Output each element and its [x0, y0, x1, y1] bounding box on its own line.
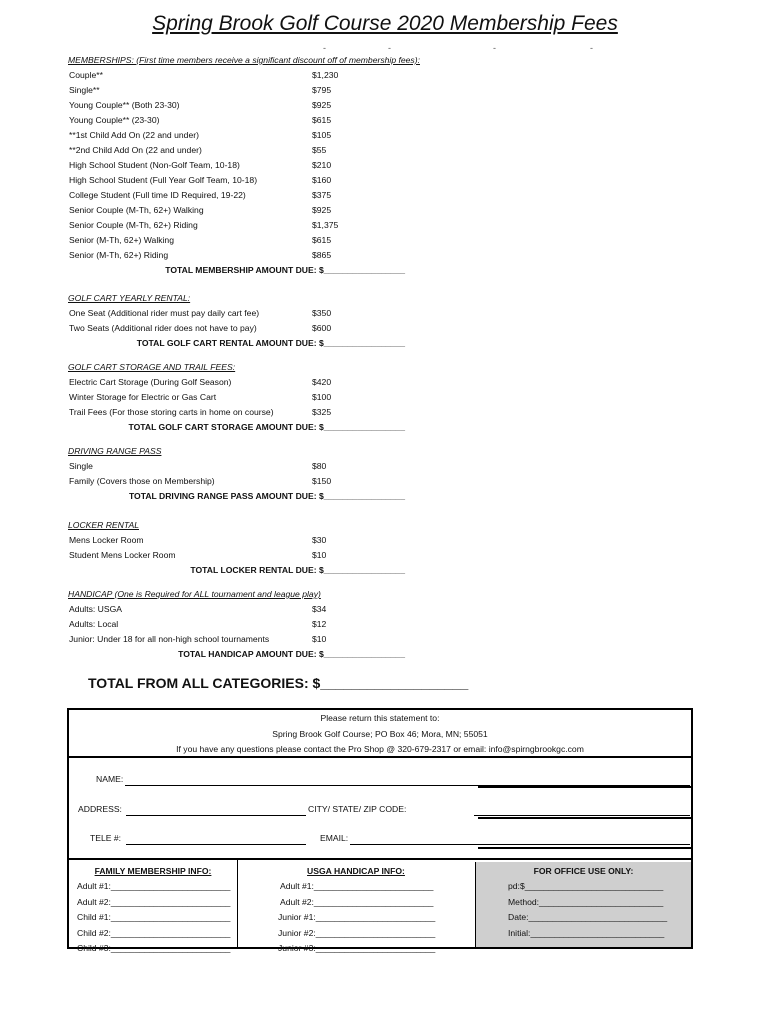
fee-label: College Student (Full time ID Required, 19-22): [69, 190, 246, 200]
telephone-label: TELE #:: [90, 833, 122, 843]
office-field[interactable]: Date:_____________________________: [508, 912, 668, 922]
office-field[interactable]: pd:$_____________________________: [508, 881, 664, 891]
fee-label: Senior (M-Th, 62+) Riding: [69, 250, 169, 260]
fee-row: [68, 617, 428, 632]
cart-storage-total-line[interactable]: TOTAL GOLF CART STORAGE AMOUNT DUE: $_________________: [128, 422, 405, 432]
fee-label: High School Student (Full Year Golf Team, 10-18): [69, 175, 258, 185]
office-field[interactable]: Initial:____________________________: [508, 928, 665, 938]
divider: [478, 786, 691, 788]
fee-row: [68, 548, 428, 563]
office-use-column: [475, 862, 691, 947]
name-label: NAME:: [96, 774, 124, 784]
driving-range-total-line[interactable]: TOTAL DRIVING RANGE PASS AMOUNT DUE: $_________________: [128, 491, 405, 501]
fee-label: Winter Storage for Electric or Gas Cart: [69, 392, 217, 402]
cart-storage-section: [68, 360, 428, 435]
family-member-field[interactable]: Adult #1:_________________________: [77, 881, 231, 891]
fee-label: **1st Child Add On (22 and under): [69, 130, 199, 140]
locker-section: [68, 518, 428, 578]
fee-label: Electric Cart Storage (During Golf Season): [69, 377, 232, 387]
address-field[interactable]: [126, 815, 306, 816]
locker-heading: LOCKER RENTAL: [68, 520, 139, 530]
cart-rental-heading: GOLF CART YEARLY RENTAL:: [68, 293, 191, 303]
fee-row: [68, 602, 428, 617]
family-member-field[interactable]: Adult #2:_________________________: [77, 897, 231, 907]
fee-price: $55: [312, 145, 327, 155]
handicap-total-line[interactable]: TOTAL HANDICAP AMOUNT DUE: $_________________: [178, 649, 405, 659]
office-field[interactable]: Method:__________________________: [508, 897, 664, 907]
fee-label: Two Seats (Additional rider does not have to pay): [69, 323, 257, 333]
divider: [478, 817, 691, 819]
cart-storage-heading: GOLF CART STORAGE AND TRAIL FEES:: [68, 362, 236, 372]
fee-price: $925: [312, 100, 332, 110]
fee-price: $350: [312, 308, 332, 318]
fee-label: High School Student (Non-Golf Team, 10-18): [69, 160, 240, 170]
city-state-zip-label: CITY/ STATE/ ZIP CODE:: [308, 804, 407, 814]
family-membership-column: [69, 862, 237, 953]
fee-label: Senior Couple (M-Th, 62+) Walking: [69, 205, 204, 215]
tick-mark: -: [388, 43, 391, 53]
fee-label: Single**: [69, 85, 100, 95]
divider: [69, 756, 691, 758]
driving-range-heading: DRIVING RANGE PASS: [68, 446, 162, 456]
tick-mark: -: [590, 43, 593, 53]
city-state-zip-field[interactable]: [474, 815, 690, 816]
fee-price: $925: [312, 205, 332, 215]
fee-label: Young Couple** (Both 23-30): [69, 100, 180, 110]
fee-label: One Seat (Additional rider must pay daily cart fee): [69, 308, 260, 318]
handicap-section: [68, 587, 428, 662]
family-member-field[interactable]: Child #1:_________________________: [77, 912, 231, 922]
fee-label: Family (Covers those on Membership): [69, 476, 215, 486]
usga-member-field[interactable]: Junior #3:_________________________: [278, 943, 436, 953]
fee-price: $615: [312, 115, 332, 125]
usga-member-field[interactable]: Junior #2:_________________________: [278, 928, 436, 938]
family-member-field[interactable]: Child #2:_________________________: [77, 928, 231, 938]
fee-price: $10: [312, 634, 327, 644]
fee-price: $12: [312, 619, 327, 629]
fee-price: $795: [312, 85, 332, 95]
fee-row: [68, 143, 428, 158]
handicap-heading: HANDICAP (One is Required for ALL tournament and league play): [68, 589, 321, 599]
family-member-field[interactable]: Child #3:_________________________: [77, 943, 231, 953]
fee-price: $150: [312, 476, 332, 486]
fee-row: [68, 173, 428, 188]
telephone-field[interactable]: [126, 844, 306, 845]
office-use-title: FOR OFFICE USE ONLY:: [533, 866, 634, 876]
fee-price: $105: [312, 130, 332, 140]
fee-price: $210: [312, 160, 332, 170]
fee-row: [68, 158, 428, 173]
fee-price: $1,375: [312, 220, 339, 230]
fee-row: [68, 474, 428, 489]
locker-total-line[interactable]: TOTAL LOCKER RENTAL DUE: $_________________: [190, 565, 405, 575]
fee-price: $160: [312, 175, 332, 185]
family-membership-title: FAMILY MEMBERSHIP INFO:: [94, 866, 212, 876]
fee-row: [68, 321, 428, 336]
memberships-heading: MEMBERSHIPS: (First time members receive a significant discount off of membership fees):: [68, 55, 420, 65]
fee-row: [68, 306, 428, 321]
fee-label: **2nd Child Add On (22 and under): [69, 145, 202, 155]
divider: [478, 847, 691, 849]
fee-label: Mens Locker Room: [69, 535, 144, 545]
divider: [69, 858, 691, 860]
fee-label: Young Couple** (23-30): [69, 115, 160, 125]
usga-member-field[interactable]: Adult #1:_________________________: [280, 881, 434, 891]
driving-range-section: [68, 444, 428, 504]
email-field[interactable]: [350, 844, 690, 845]
fee-price: $30: [312, 535, 327, 545]
fee-row: [68, 533, 428, 548]
fee-row: [68, 233, 428, 248]
fee-row: [68, 248, 428, 263]
memberships-section: [68, 53, 428, 278]
return-statement-box: [67, 708, 693, 953]
fee-row: [68, 203, 428, 218]
usga-handicap-title: USGA HANDICAP INFO:: [307, 866, 405, 876]
fee-price: $325: [312, 407, 332, 417]
email-label: EMAIL:: [320, 833, 349, 843]
grand-total-line[interactable]: TOTAL FROM ALL CATEGORIES: $___________________: [88, 675, 469, 691]
fee-label: Couple**: [69, 70, 103, 80]
tick-mark: -: [493, 43, 496, 53]
address-label: ADDRESS:: [78, 804, 122, 814]
fee-label: Adults: USGA: [69, 604, 123, 614]
cart-rental-section: [68, 291, 428, 351]
fee-price: $615: [312, 235, 332, 245]
cart-rental-total-line[interactable]: TOTAL GOLF CART RENTAL AMOUNT DUE: $_________________: [136, 338, 405, 348]
membership-total-line[interactable]: TOTAL MEMBERSHIP AMOUNT DUE: $_________________: [165, 265, 405, 275]
fee-label: Junior: Under 18 for all non-high school tournaments: [69, 634, 270, 644]
contact-info: If you have any questions please contact the Pro Shop @ 320-679-2317 or email: info@spirngbrookgc.com: [176, 744, 584, 754]
fee-price: $80: [312, 461, 327, 471]
return-instruction: Please return this statement to:: [320, 713, 440, 723]
fee-row: [68, 83, 428, 98]
fee-row: [68, 98, 428, 113]
fee-row: [68, 113, 428, 128]
fee-row: [68, 188, 428, 203]
usga-member-field[interactable]: Junior #1:_________________________: [278, 912, 436, 922]
fee-price: $420: [312, 377, 332, 387]
fee-row: [68, 128, 428, 143]
fee-price: $375: [312, 190, 332, 200]
fee-price: $10: [312, 550, 327, 560]
fee-label: Trail Fees (For those storing carts in home on course): [69, 407, 274, 417]
page-title: Spring Brook Golf Course 2020 Membership Fees: [152, 12, 618, 35]
fee-row: [68, 68, 428, 83]
fee-row: [68, 405, 428, 420]
fee-label: Student Mens Locker Room: [69, 550, 176, 560]
fee-row: [68, 390, 428, 405]
fee-label: Single: [69, 461, 93, 471]
fee-label: Adults: Local: [69, 619, 119, 629]
fee-row: [68, 459, 428, 474]
fee-row: [68, 632, 428, 647]
fee-price: $1,230: [312, 70, 339, 80]
fee-price: $600: [312, 323, 332, 333]
tick-mark: -: [323, 43, 326, 53]
fee-price: $865: [312, 250, 332, 260]
usga-member-field[interactable]: Adult #2:_________________________: [280, 897, 434, 907]
fee-price: $100: [312, 392, 332, 402]
fee-row: [68, 218, 428, 233]
return-address: Spring Brook Golf Course; PO Box 46; Mora, MN; 55051: [272, 729, 488, 739]
usga-handicap-column: [238, 862, 474, 953]
fee-price: $34: [312, 604, 327, 614]
fee-row: [68, 375, 428, 390]
fee-label: Senior Couple (M-Th, 62+) Riding: [69, 220, 198, 230]
fee-label: Senior (M-Th, 62+) Walking: [69, 235, 174, 245]
